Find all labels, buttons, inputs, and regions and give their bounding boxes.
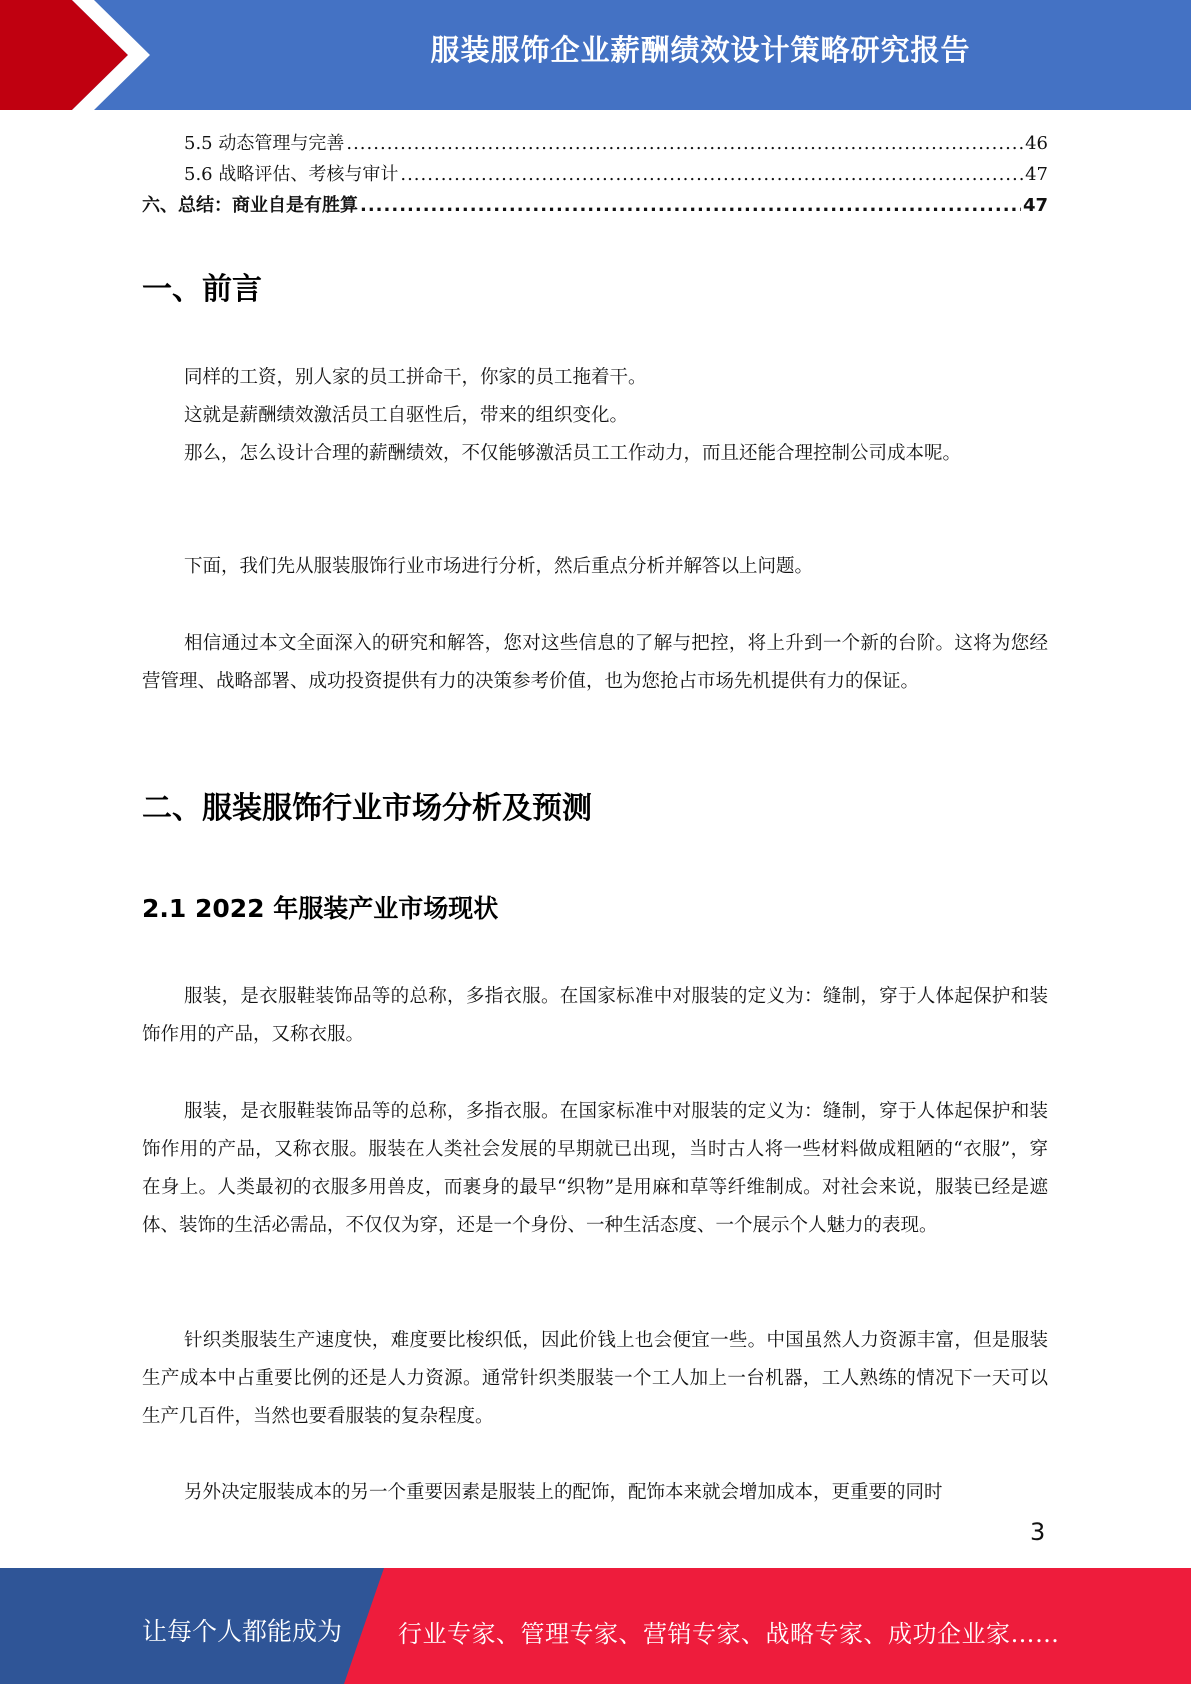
subsection-heading: 2.1 2022 年服装产业市场现状 <box>142 894 499 923</box>
footer-banner <box>0 1568 1191 1684</box>
toc-leader-dots <box>360 190 1021 221</box>
paragraph: 服装，是衣服鞋装饰品等的总称，多指衣服。在国家标准中对服装的定义为：缝制，穿于人体起保护和装饰作用的产品，又称衣服。服装在人类社会发展的早期就已出现，当时古人将一些材料做成粗陋的“衣服”，穿在身上。人类最初的衣服多用兽皮，而裹身的最早“织物”是用麻和草等纤维制成。对社会来说，服装已经是遮体、装饰的生活必需品，不仅仅为穿，还是一个身份、一种生活态度、一个展示个人魅力的表现。 <box>142 1101 1048 1236</box>
toc-item-page: 47 <box>1022 195 1048 216</box>
toc-item[interactable] <box>142 190 1048 221</box>
toc-item-page: 46 <box>1025 133 1048 154</box>
toc-item-label: 5.6 战略评估、考核与审计 <box>184 164 399 185</box>
toc-item-label: 5.5 动态管理与完善 <box>184 133 345 154</box>
toc-leader-dots <box>346 128 1023 159</box>
page-number: 3 <box>1030 1518 1046 1546</box>
paragraph: 那么，怎么设计合理的薪酬绩效，不仅能够激活员工工作动力，而且还能合理控制公司成本呢。 <box>184 443 962 464</box>
toc-item-label: 六、总结：商业自是有胜算 <box>142 195 358 216</box>
paragraph: 这就是薪酬绩效激活员工自驱性后，带来的组织变化。 <box>184 405 629 426</box>
section-heading-preface: 一、前言 <box>142 272 262 307</box>
paragraph: 下面，我们先从服装服饰行业市场进行分析，然后重点分析并解答以上问题。 <box>184 556 814 577</box>
toc-item[interactable] <box>142 159 1048 190</box>
paragraph: 相信通过本文全面深入的研究和解答，您对这些信息的了解与把控，将上升到一个新的台阶。这将为您经营管理、战略部署、成功投资提供有力的决策参考价值，也为您抢占市场先机提供有力的保证。 <box>142 633 1048 692</box>
header-red-chevron <box>0 0 150 110</box>
toc-leader-dots <box>400 159 1023 190</box>
paragraph: 另外决定服装成本的另一个重要因素是服装上的配饰，配饰本来就会增加成本，更重要的同时 <box>184 1482 943 1503</box>
paragraph: 同样的工资，别人家的员工拼命干，你家的员工拖着干。 <box>184 367 647 388</box>
table-of-contents <box>142 128 1048 221</box>
paragraph: 服装，是衣服鞋装饰品等的总称，多指衣服。在国家标准中对服装的定义为：缝制，穿于人体起保护和装饰作用的产品，又称衣服。 <box>142 986 1048 1045</box>
paragraph: 针织类服装生产速度快，难度要比梭织低，因此价钱上也会便宜一些。中国虽然人力资源丰富，但是服装生产成本中占重要比例的还是人力资源。通常针织类服装一个工人加上一台机器，工人熟练的情况下一天可以生产几百件，当然也要看服装的复杂程度。 <box>142 1330 1048 1427</box>
header-banner <box>0 0 1191 110</box>
toc-item[interactable] <box>142 128 1048 159</box>
section-heading-market: 二、服装服饰行业市场分析及预测 <box>142 791 592 826</box>
document-title: 服装服饰企业薪酬绩效设计策略研究报告 <box>430 33 971 67</box>
footer-slogan-left: 让每个人都能成为 <box>142 1617 343 1646</box>
footer-slogan-right: 行业专家、管理专家、营销专家、战略专家、成功企业家…… <box>398 1620 1060 1648</box>
toc-item-page: 47 <box>1025 164 1048 185</box>
